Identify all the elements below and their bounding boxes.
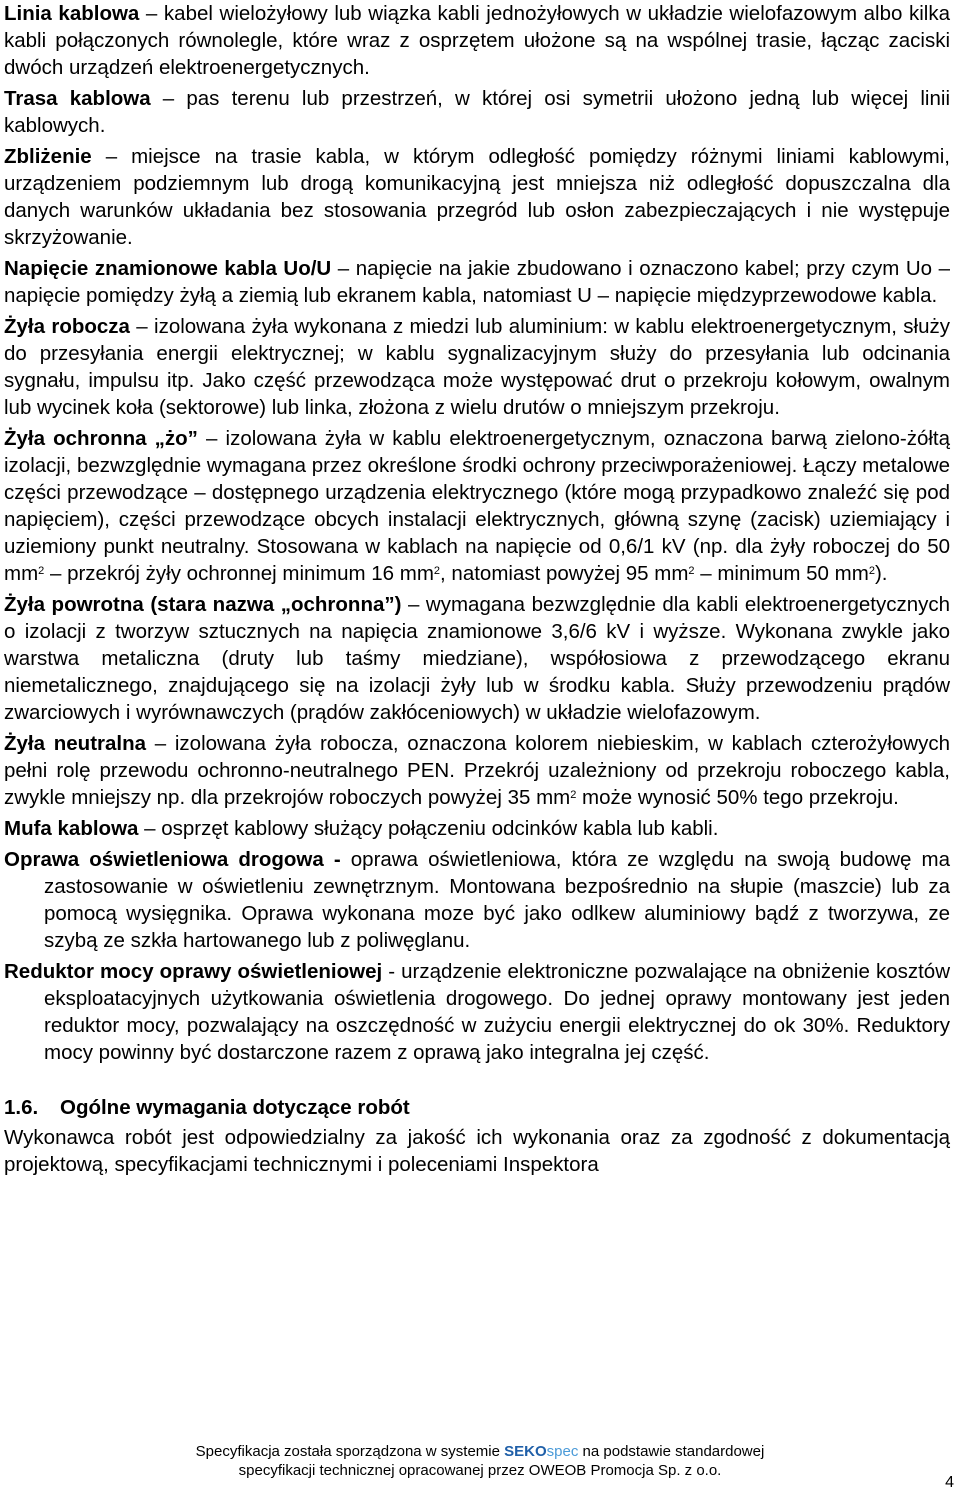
definition-term: Oprawa oświetleniowa drogowa - xyxy=(4,848,341,871)
section-paragraph: Wykonawca robót jest odpowiedzialny za jakość ich wykonania oraz za zgodność z dokumentacją projektową, specyfikacjami technicznymi i poleceniami Inspektora xyxy=(4,1126,950,1176)
definition-napiecie-znamionowe xyxy=(4,255,950,309)
sekospec-logo-spec: spec xyxy=(546,1443,579,1460)
page-footer xyxy=(0,1442,960,1480)
footer-line-2: specyfikacji technicznej opracowanej przez OWEOB Promocja Sp. z o.o. xyxy=(238,1462,722,1479)
page-number: 4 xyxy=(945,1474,954,1491)
definition-text: – izolowana żyła w kablu elektroenergetycznym, oznaczona barwą zielono-żółtą izolacji, bezwzględnie wymagana przez określone środki ochrony przeciwporażeniowej. Łączy metalowe części przewodzące – dostępnego urządzenia elektrycznego (które mogą przypadkowo znaleźć się pod napięciem), części przewodzące obcych instalacji elektrycznych, główną szynę (zacisk) uziemiający i uziemiony punkt neutralny. Stosowana w kablach na napięcie od 0,6/1 kV (np. dla żyły roboczej do 50 mm xyxy=(4,427,951,585)
section-heading xyxy=(4,1094,950,1121)
definition-zyla-ochronna xyxy=(4,425,950,587)
definition-term: Żyła neutralna xyxy=(4,732,147,755)
definition-text: , natomiast powyżej 95 mm xyxy=(440,562,689,585)
definition-term: Żyła ochronna „żo” xyxy=(4,427,198,450)
section-number: 1.6. xyxy=(4,1096,39,1119)
definition-oprawa-oswietleniowa xyxy=(4,846,950,954)
section-title: Ogólne wymagania dotyczące robót xyxy=(60,1096,410,1119)
definition-text: – izolowana żyła robocza, oznaczona kolorem niebieskim, w kablach czterożyłowych pełni rolę przewodu ochronno-neutralnego PEN. Przekrój uzależniony od przekroju roboczego kabla, zwykle mniejszy np. dla przekrojów roboczych powyżej 35 mm xyxy=(4,732,950,809)
footer-line-1 xyxy=(0,1442,960,1461)
definition-term: Żyła powrotna (stara nazwa „ochronna”) xyxy=(4,593,402,616)
definition-zyla-neutralna xyxy=(4,730,950,811)
definition-term: Żyła robocza xyxy=(4,315,130,338)
definition-text: – kabel wielożyłowy lub wiązka kabli jednożyłowych w układzie wielofazowym albo kilka kabli połączonych równolegle, które wraz z osprzętem ułożone są na wspólnej trasie, łącząc zaciski dwóch urządzeń elektroenergetycznych. xyxy=(4,2,950,79)
definition-zyla-robocza xyxy=(4,313,950,421)
definition-term: Linia kablowa xyxy=(4,2,140,25)
definition-term: Trasa kablowa xyxy=(4,87,151,110)
definition-reduktor-mocy xyxy=(4,958,950,1066)
definition-term: Reduktor mocy oprawy oświetleniowej xyxy=(4,960,383,983)
definition-term: Mufa kablowa xyxy=(4,817,139,840)
definition-text: ). xyxy=(874,562,888,585)
definition-trasa-kablowa xyxy=(4,85,950,139)
superscript: 2 xyxy=(570,789,577,801)
definition-text: – wymagana bezwzględnie dla kabli elektroenergetycznych o izolacji z tworzyw sztucznych na napięcia znamionowe 3,6/6 kV i wyższe. Wykonana zwykle jako warstwa metaliczna (druty lub taśmy miedziane), współosiowa z przewodzącego ekranu niemetalicznego, znajdującego się na izolacji żyły lub w środku kabla. Służy przewodzeniu prądów zwarciowych i wyrównawczych (prądów zakłóceniowych) w układzie wielofazowym. xyxy=(4,593,951,724)
superscript: 2 xyxy=(868,565,875,577)
footer-text: na podstawie standardowej xyxy=(578,1443,765,1460)
definition-text: – osprzęt kablowy służący połączeniu odcinków kabla lub kabli. xyxy=(138,817,719,840)
definition-zblizenie xyxy=(4,143,950,251)
superscript: 2 xyxy=(688,565,695,577)
definition-text: oprawa oświetleniowa, która ze względu na swoją budowę ma zastosowanie w oświetleniu zewnętrznym. Montowana bezpośrednio na słupie (maszcie) lub za pomocą wysięgnika. Oprawa wykonana moze być jako odlkew aluminiowy bądź z tworzywa, ze szybą ze szkła hartowanego lub z poliwęglanu. xyxy=(44,848,950,952)
definition-term: Napięcie znamionowe kabla Uo/U xyxy=(4,257,332,280)
definition-text: – napięcie na jakie zbudowano i oznaczono kabel; przy czym Uo – napięcie pomiędzy żyłą a ziemią lub ekranem kabla, natomiast U – napięcie międzyprzewodowe kabla. xyxy=(4,257,950,307)
document-body xyxy=(4,0,950,1182)
definition-linia-kablowa xyxy=(4,0,950,81)
definition-text: – pas terenu lub przestrzeń, w której osi symetrii ułożono jedną lub więcej linii kablowych. xyxy=(4,87,950,137)
footer-text: Specyfikacja została sporządzona w systemie xyxy=(195,1443,505,1460)
definition-zyla-powrotna xyxy=(4,591,950,726)
definition-term: Zbliżenie xyxy=(4,145,92,168)
definition-text: – przekrój żyły ochronnej minimum 16 mm xyxy=(44,562,434,585)
superscript: 2 xyxy=(38,565,45,577)
definition-text: – miejsce na trasie kabla, w którym odległość pomiędzy różnymi liniami kablowymi, urządzeniem podziemnym lub drogą komunikacyjną jest mniejsza niż odległość dopuszczalna dla danych warunków układania bez stosowania przegród lub osłon zabezpieczających i nie występuje skrzyżowanie. xyxy=(4,145,950,249)
definition-text: – minimum 50 mm xyxy=(694,562,869,585)
definition-text: - urządzenie elektroniczne pozwalające na obniżenie kosztów eksploatacyjnych użytkowania oświetlenia drogowego. Do jednej oprawy montowany jest jeden reduktor mocy, pozwalający na oszczędność w zużyciu energii elektrycznej do ok 30%. Reduktory mocy powinny być dostarczone razem z oprawą jako integralna jej część. xyxy=(44,960,951,1064)
superscript: 2 xyxy=(433,565,441,577)
definition-mufa-kablowa xyxy=(4,815,950,842)
definition-text: – izolowana żyła wykonana z miedzi lub aluminium: w kablu elektroenergetycznym, służy do przesyłania energii elektrycznej; w kablu sygnalizacyjnym służy do przesyłania lub odcinania sygnału, impulsu itp. Jako część przewodząca może występować drut o przekroju kołowym, owalnym lub wycinek koła (sektorowe) lub linka, złożona z wielu drutów o mniejszym przekroju. xyxy=(4,315,950,419)
definition-text: może wynosić 50% tego przekroju. xyxy=(576,786,899,809)
sekospec-logo-seko: SEKO xyxy=(504,1443,547,1460)
